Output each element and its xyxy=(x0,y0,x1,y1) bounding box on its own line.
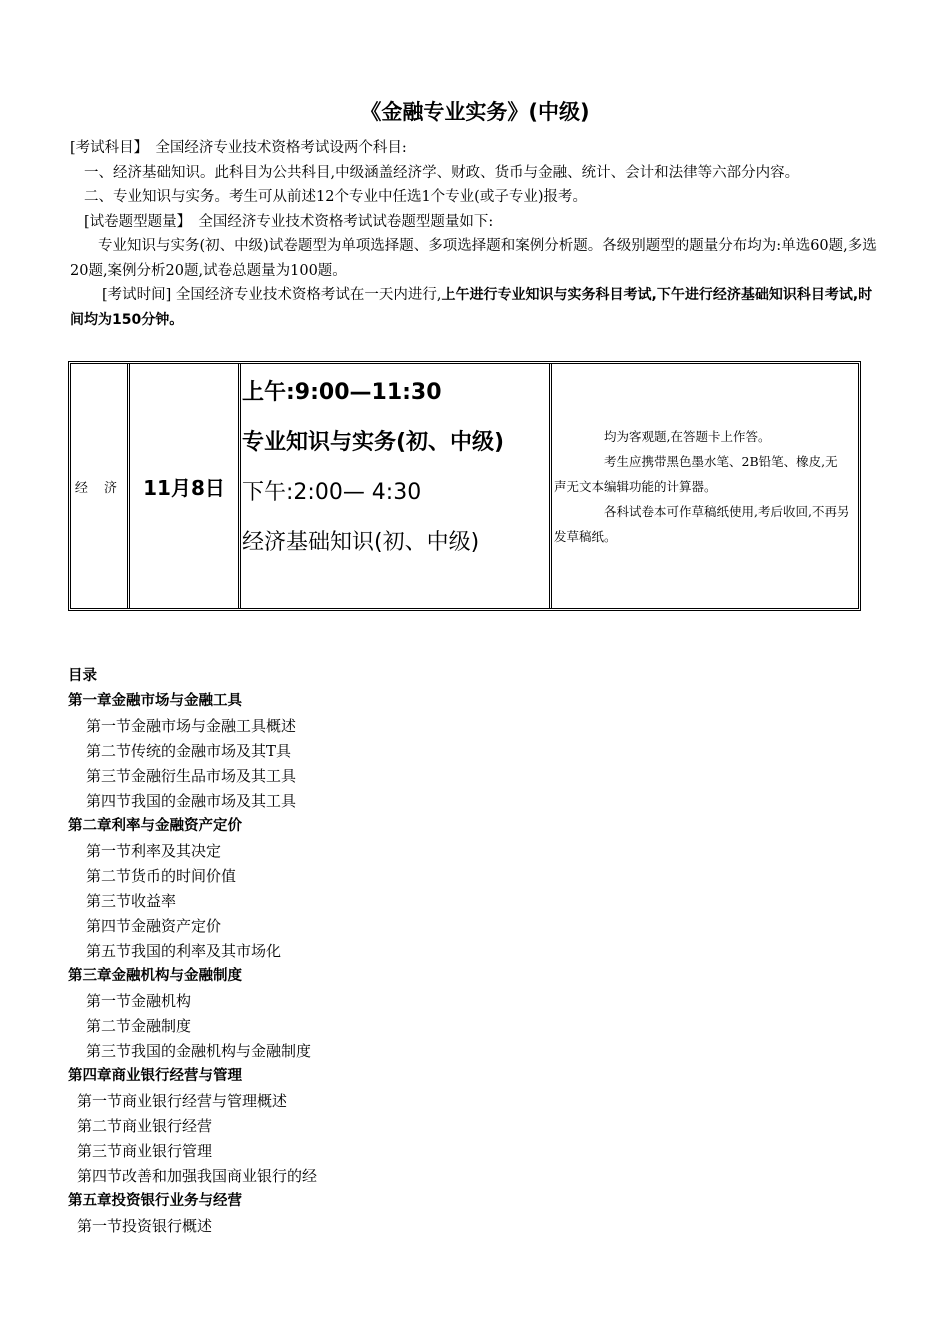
toc-chapter: 第五章投资银行业务与经营 xyxy=(68,1193,242,1209)
toc-heading: 目录 xyxy=(68,668,97,684)
intro-question-distribution: 专业知识与实务(初、中级)试卷题型为单项选择题、多项选择题和案例分析题。各级别题型的题量分布均为:单选60题,多选20题,案例分析20题,试卷总题量为100题。 xyxy=(70,238,877,279)
toc-section: 第一节投资银行概述 xyxy=(77,1217,213,1235)
toc-section: 第二节金融制度 xyxy=(86,1017,192,1035)
toc-section: 第一节金融机构 xyxy=(86,992,192,1010)
toc-section: 第五节我国的利率及其市场化 xyxy=(86,942,282,960)
intro-exam-time xyxy=(70,283,882,332)
toc-section: 第二节商业银行经营 xyxy=(77,1117,213,1135)
toc-chapter: 第二章利率与金融资产定价 xyxy=(68,818,242,834)
exam-time-bold: 上午进行专业知识与实务科目考试,下午进行经济基础知识科目考试,时间均为150分钟。 xyxy=(70,287,873,328)
toc-section: 第四节我国的金融市场及其工具 xyxy=(86,792,297,810)
table-time-cell xyxy=(241,364,552,608)
intro-exam-subjects: [考试科目】 全国经济专业技术资格考试设两个科目: xyxy=(70,140,407,156)
morning-time: 上午:9:00—11:30 xyxy=(242,380,442,405)
toc-chapter: 第三章金融机构与金融制度 xyxy=(68,968,242,984)
note-item: 均为客观题,在答题卡上作答。 xyxy=(604,428,771,444)
intro-section xyxy=(70,136,882,332)
intro-question-types: [试卷题型题量】 全国经济专业技术资格考试试卷题型题量如下: xyxy=(84,213,494,230)
toc-section: 第一节金融市场与金融工具概述 xyxy=(86,717,297,735)
intro-subject-2: 二、专业知识与实务。考生可从前述12个专业中任选1个专业(或子专业)报考。 xyxy=(84,189,587,205)
exam-time-normal: [考试时间] 全国经济专业技术资格考试在一天内进行, xyxy=(102,287,442,303)
afternoon-time: 下午:2:00— 4:30 xyxy=(242,480,422,505)
exam-schedule-table xyxy=(68,361,861,611)
toc-chapter: 第一章金融市场与金融工具 xyxy=(68,693,242,709)
note-item: 考生应携带黑色墨水笔、2B铅笔、橡皮,无声无文本编辑功能的计算器。 xyxy=(554,453,838,494)
table-notes-cell xyxy=(552,364,858,608)
afternoon-subject: 经济基础知识(初、中级) xyxy=(242,530,480,555)
table-subject-cell: 经 济 xyxy=(71,364,130,608)
note-item: 各科试卷本可作草稿纸使用,考后收回,不再另发草稿纸。 xyxy=(554,503,850,544)
toc-section: 第三节商业银行管理 xyxy=(77,1142,213,1160)
toc-section: 第一节利率及其决定 xyxy=(86,842,222,860)
intro-subject-1: 一、经济基础知识。此科目为公共科目,中级涵盖经济学、财政、货币与金融、统计、会计和法律等六部分内容。 xyxy=(84,164,800,181)
toc-section: 第一节商业银行经营与管理概述 xyxy=(77,1092,288,1110)
toc-section: 第四节改善和加强我国商业银行的经 xyxy=(77,1167,318,1185)
toc-section: 第二节货币的时间价值 xyxy=(86,867,237,885)
toc-section: 第四节金融资产定价 xyxy=(86,917,222,935)
page-title: 《金融专业实务》(中级) xyxy=(360,100,590,124)
morning-subject: 专业知识与实务(初、中级) xyxy=(242,430,505,455)
toc-section: 第三节收益率 xyxy=(86,892,177,910)
toc-chapter: 第四章商业银行经营与管理 xyxy=(68,1068,242,1084)
toc-section: 第三节我国的金融机构与金融制度 xyxy=(86,1042,312,1060)
toc-section: 第二节传统的金融市场及其T具 xyxy=(86,742,292,760)
toc-section: 第三节金融衍生品市场及其工具 xyxy=(86,767,297,785)
table-date-cell: 11月8日 xyxy=(130,364,241,608)
table-of-contents xyxy=(68,664,317,1239)
